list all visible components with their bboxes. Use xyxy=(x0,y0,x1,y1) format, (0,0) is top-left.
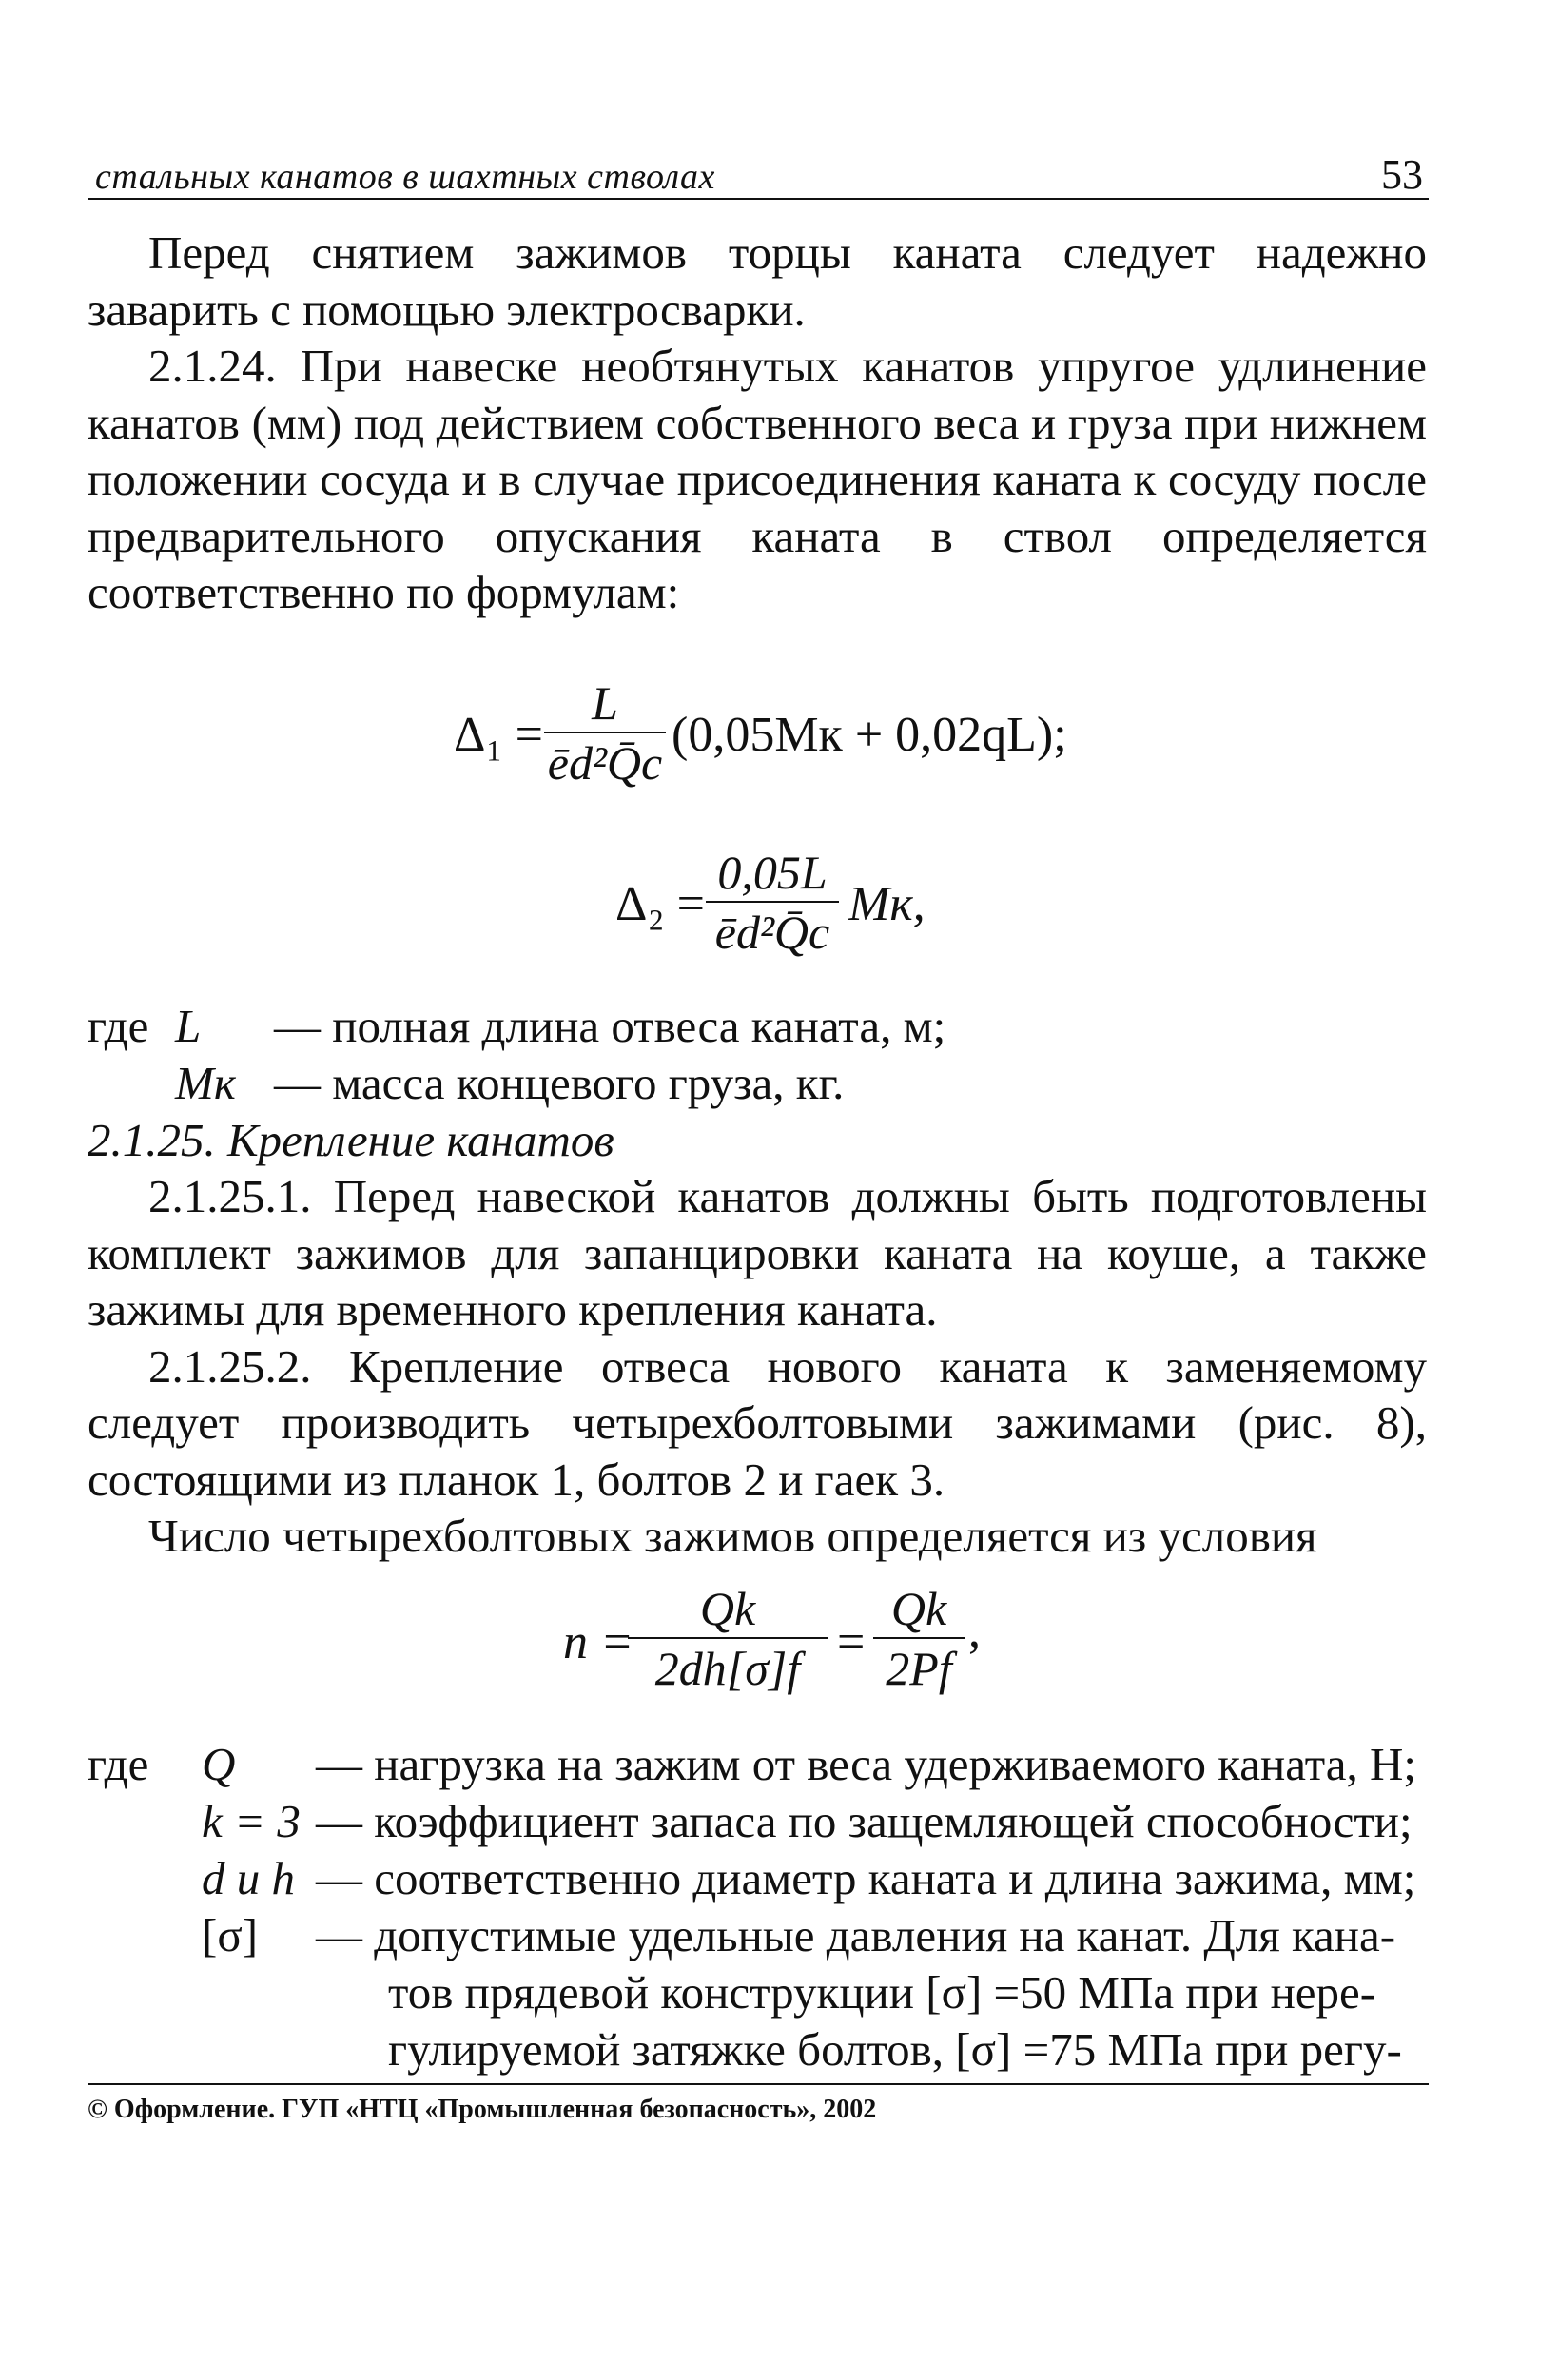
section-heading: 2.1.25. Крепление канатов xyxy=(88,1113,614,1166)
definition-label: где xyxy=(88,999,149,1052)
definition-row xyxy=(88,1793,1427,1850)
formula-3-fraction-2 xyxy=(873,1580,965,1698)
definition-text: — соответственно диаметр каната и длина зажима, мм; xyxy=(316,1851,1416,1904)
running-title: стальных канатов в шахтных стволах xyxy=(95,157,715,197)
definition-symbol: L xyxy=(175,999,202,1052)
formula-n xyxy=(88,1565,1427,1726)
definition-text: гулируемой затяжке болтов, [σ] =75 МПа при регу- xyxy=(388,2022,1402,2076)
formula-1-lhs: Δ₁ = xyxy=(454,707,543,762)
formula-1-fraction xyxy=(544,674,666,792)
formula-2-denominator: ēd²Q̄c xyxy=(706,901,839,962)
formula-2-fraction xyxy=(706,844,839,962)
page-body xyxy=(88,224,1427,2078)
formula-3-denominator-1: 2dh[σ]f xyxy=(628,1637,828,1698)
formula-3-tail: , xyxy=(968,1603,981,1658)
definition-text: — полная длина отвеса каната, м; xyxy=(274,999,946,1052)
formula-delta-1 xyxy=(88,646,1427,827)
formula-3-fraction-1 xyxy=(628,1580,828,1698)
formula-2-numerator: 0,05L xyxy=(717,845,828,899)
definitions-list-2 xyxy=(88,1736,1427,2078)
definition-symbol: Q xyxy=(202,1737,236,1790)
formula-3-lhs: n = xyxy=(563,1614,634,1669)
definitions-list-1 xyxy=(88,998,1427,1112)
definition-continuation xyxy=(88,2021,1427,2078)
definition-symbol: [σ] xyxy=(202,1908,259,1961)
paragraph-2-1-25-1: 2.1.25.1. Перед навеской канатов должны быть подготовлены комплект зажимов для запанцировки каната на коуше, а также зажимы для временного крепления каната. xyxy=(88,1170,1427,1336)
definition-symbol: k = 3 xyxy=(202,1794,301,1847)
formula-3-numerator-2: Qk xyxy=(890,1581,947,1635)
definition-symbol: Mк xyxy=(175,1056,236,1109)
definition-row xyxy=(88,1055,1427,1112)
paragraph-condition: Число четырехболтовых зажимов определяется из условия xyxy=(148,1510,1317,1562)
definition-symbol: d и h xyxy=(202,1851,295,1904)
formula-3-equals: = xyxy=(837,1614,866,1669)
formula-3-numerator-1: Qk xyxy=(699,1581,756,1635)
copyright-notice: © Оформление. ГУП «НТЦ «Промышленная безопасность», 2002 xyxy=(88,2095,877,2124)
formula-2-lhs: Δ₂ = xyxy=(615,876,705,931)
definition-text: тов прядевой конструкции [σ] =50 МПа при нере- xyxy=(388,1965,1376,2019)
formula-1-rest: (0,05Mк + 0,02qL); xyxy=(672,707,1067,762)
running-header xyxy=(88,150,1429,200)
paragraph-2-1-24: 2.1.24. При навеске необтянутых канатов упругое удлинение канатов (мм) под действием собственного веса и груза при нижнем положении сосуда и в случае присоединения каната к сосуду после предварительного опускания каната в ствол определяется соответственно по формулам: xyxy=(88,340,1427,618)
definition-row xyxy=(88,1850,1427,1907)
formula-3-denominator-2: 2Pf xyxy=(873,1637,965,1698)
paragraph-weld: Перед снятием зажимов торцы каната следует надежно заварить с помощью электросварки. xyxy=(88,226,1427,336)
definition-text: — допустимые удельные давления на канат. Для кана- xyxy=(316,1908,1396,1961)
definition-text: — коэффициент запаса по защемляющей способности; xyxy=(316,1794,1413,1847)
definition-continuation xyxy=(88,1964,1427,2021)
paragraph-2-1-25-2: 2.1.25.2. Крепление отвеса нового каната к заменяемому следует производить четырехболтовыми зажимами (рис. 8), состоящими из планок 1, болтов 2 и гаек 3. xyxy=(88,1339,1427,1506)
definition-row xyxy=(88,1736,1427,1793)
definition-text: — масса концевого груза, кг. xyxy=(274,1056,845,1109)
page-footer xyxy=(88,2083,1429,2124)
formula-1-numerator: L xyxy=(592,675,618,730)
formula-delta-2 xyxy=(88,827,1427,998)
page-number: 53 xyxy=(1381,151,1423,198)
formula-2-rest: Mк, xyxy=(848,876,926,931)
definition-text: — нагрузка на зажим от веса удерживаемого каната, Н; xyxy=(316,1737,1417,1790)
formula-1-denominator: ēd²Q̄c xyxy=(544,732,666,792)
definition-row xyxy=(88,998,1427,1055)
definition-label: где xyxy=(88,1737,149,1790)
definition-row xyxy=(88,1907,1427,1964)
